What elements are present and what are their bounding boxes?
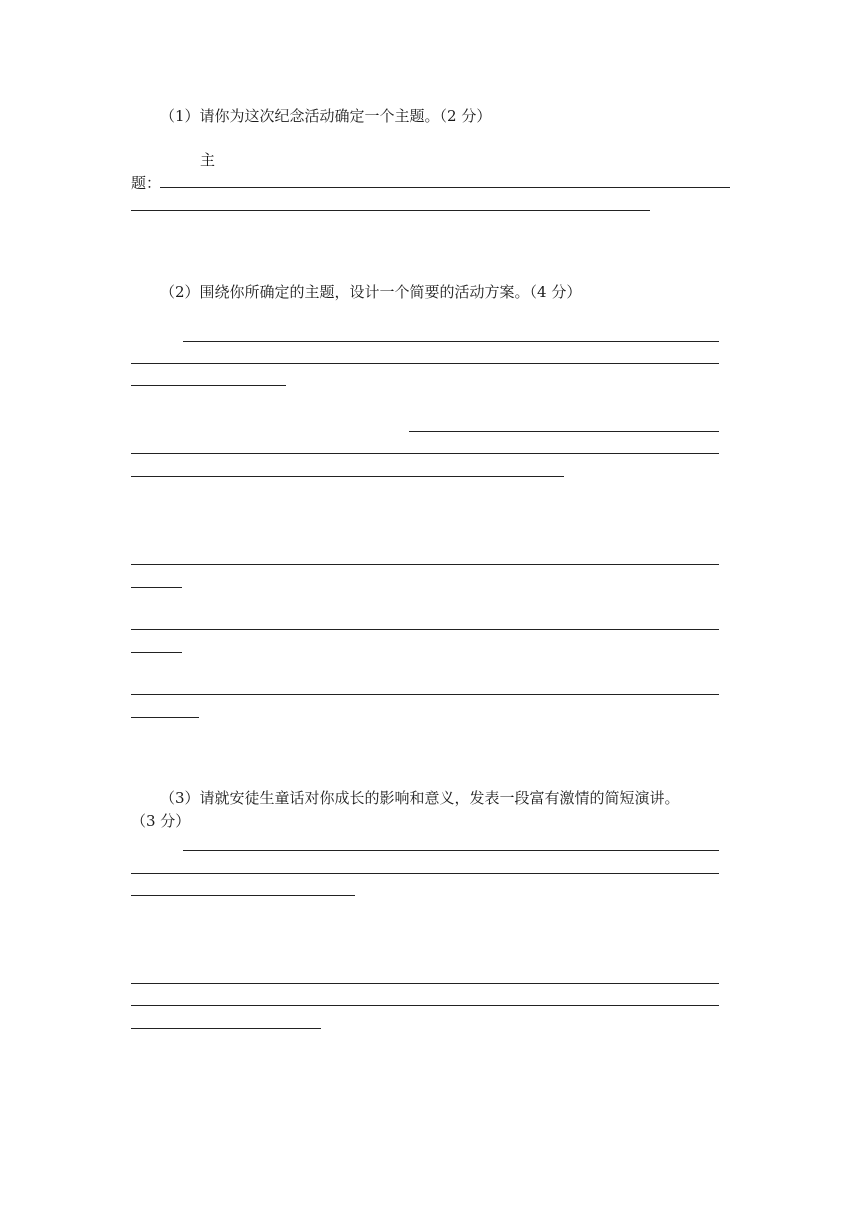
plan-answer-line-5[interactable] — [131, 453, 719, 454]
plan-answer-line-3[interactable] — [131, 385, 286, 386]
speech-answer-line-5[interactable] — [131, 1005, 719, 1006]
question-3-points: （3 分） — [131, 812, 191, 830]
speech-answer-line-3[interactable] — [131, 895, 355, 896]
question-2-prompt: （2）围绕你所确定的主题，设计一个简要的活动方案。（4 分） — [160, 283, 582, 301]
theme-label-top: 主 — [200, 151, 216, 169]
plan-answer-line-8[interactable] — [131, 587, 182, 588]
plan-answer-line-4[interactable] — [409, 431, 719, 432]
speech-answer-line-4[interactable] — [131, 983, 719, 984]
plan-answer-line-10[interactable] — [131, 652, 182, 653]
speech-answer-line-6[interactable] — [131, 1028, 321, 1029]
theme-label-bottom: 题： — [131, 174, 162, 192]
plan-answer-line-9[interactable] — [131, 629, 719, 630]
plan-answer-line-11[interactable] — [131, 694, 719, 695]
speech-answer-line-2[interactable] — [131, 873, 719, 874]
plan-answer-line-7[interactable] — [131, 564, 719, 565]
speech-answer-line-1[interactable] — [183, 850, 719, 851]
plan-answer-line-1[interactable] — [183, 341, 719, 342]
theme-answer-line-2[interactable] — [131, 210, 650, 211]
question-1-prompt: （1）请你为这次纪念活动确定一个主题。（2 分） — [160, 107, 492, 125]
plan-answer-line-2[interactable] — [131, 363, 719, 364]
question-3-prompt: （3）请就安徒生童话对你成长的影响和意义，发表一段富有激情的简短演讲。 — [160, 789, 680, 807]
plan-answer-line-6[interactable] — [131, 476, 564, 477]
plan-answer-line-12[interactable] — [131, 717, 199, 718]
theme-answer-line-1[interactable] — [160, 187, 730, 188]
